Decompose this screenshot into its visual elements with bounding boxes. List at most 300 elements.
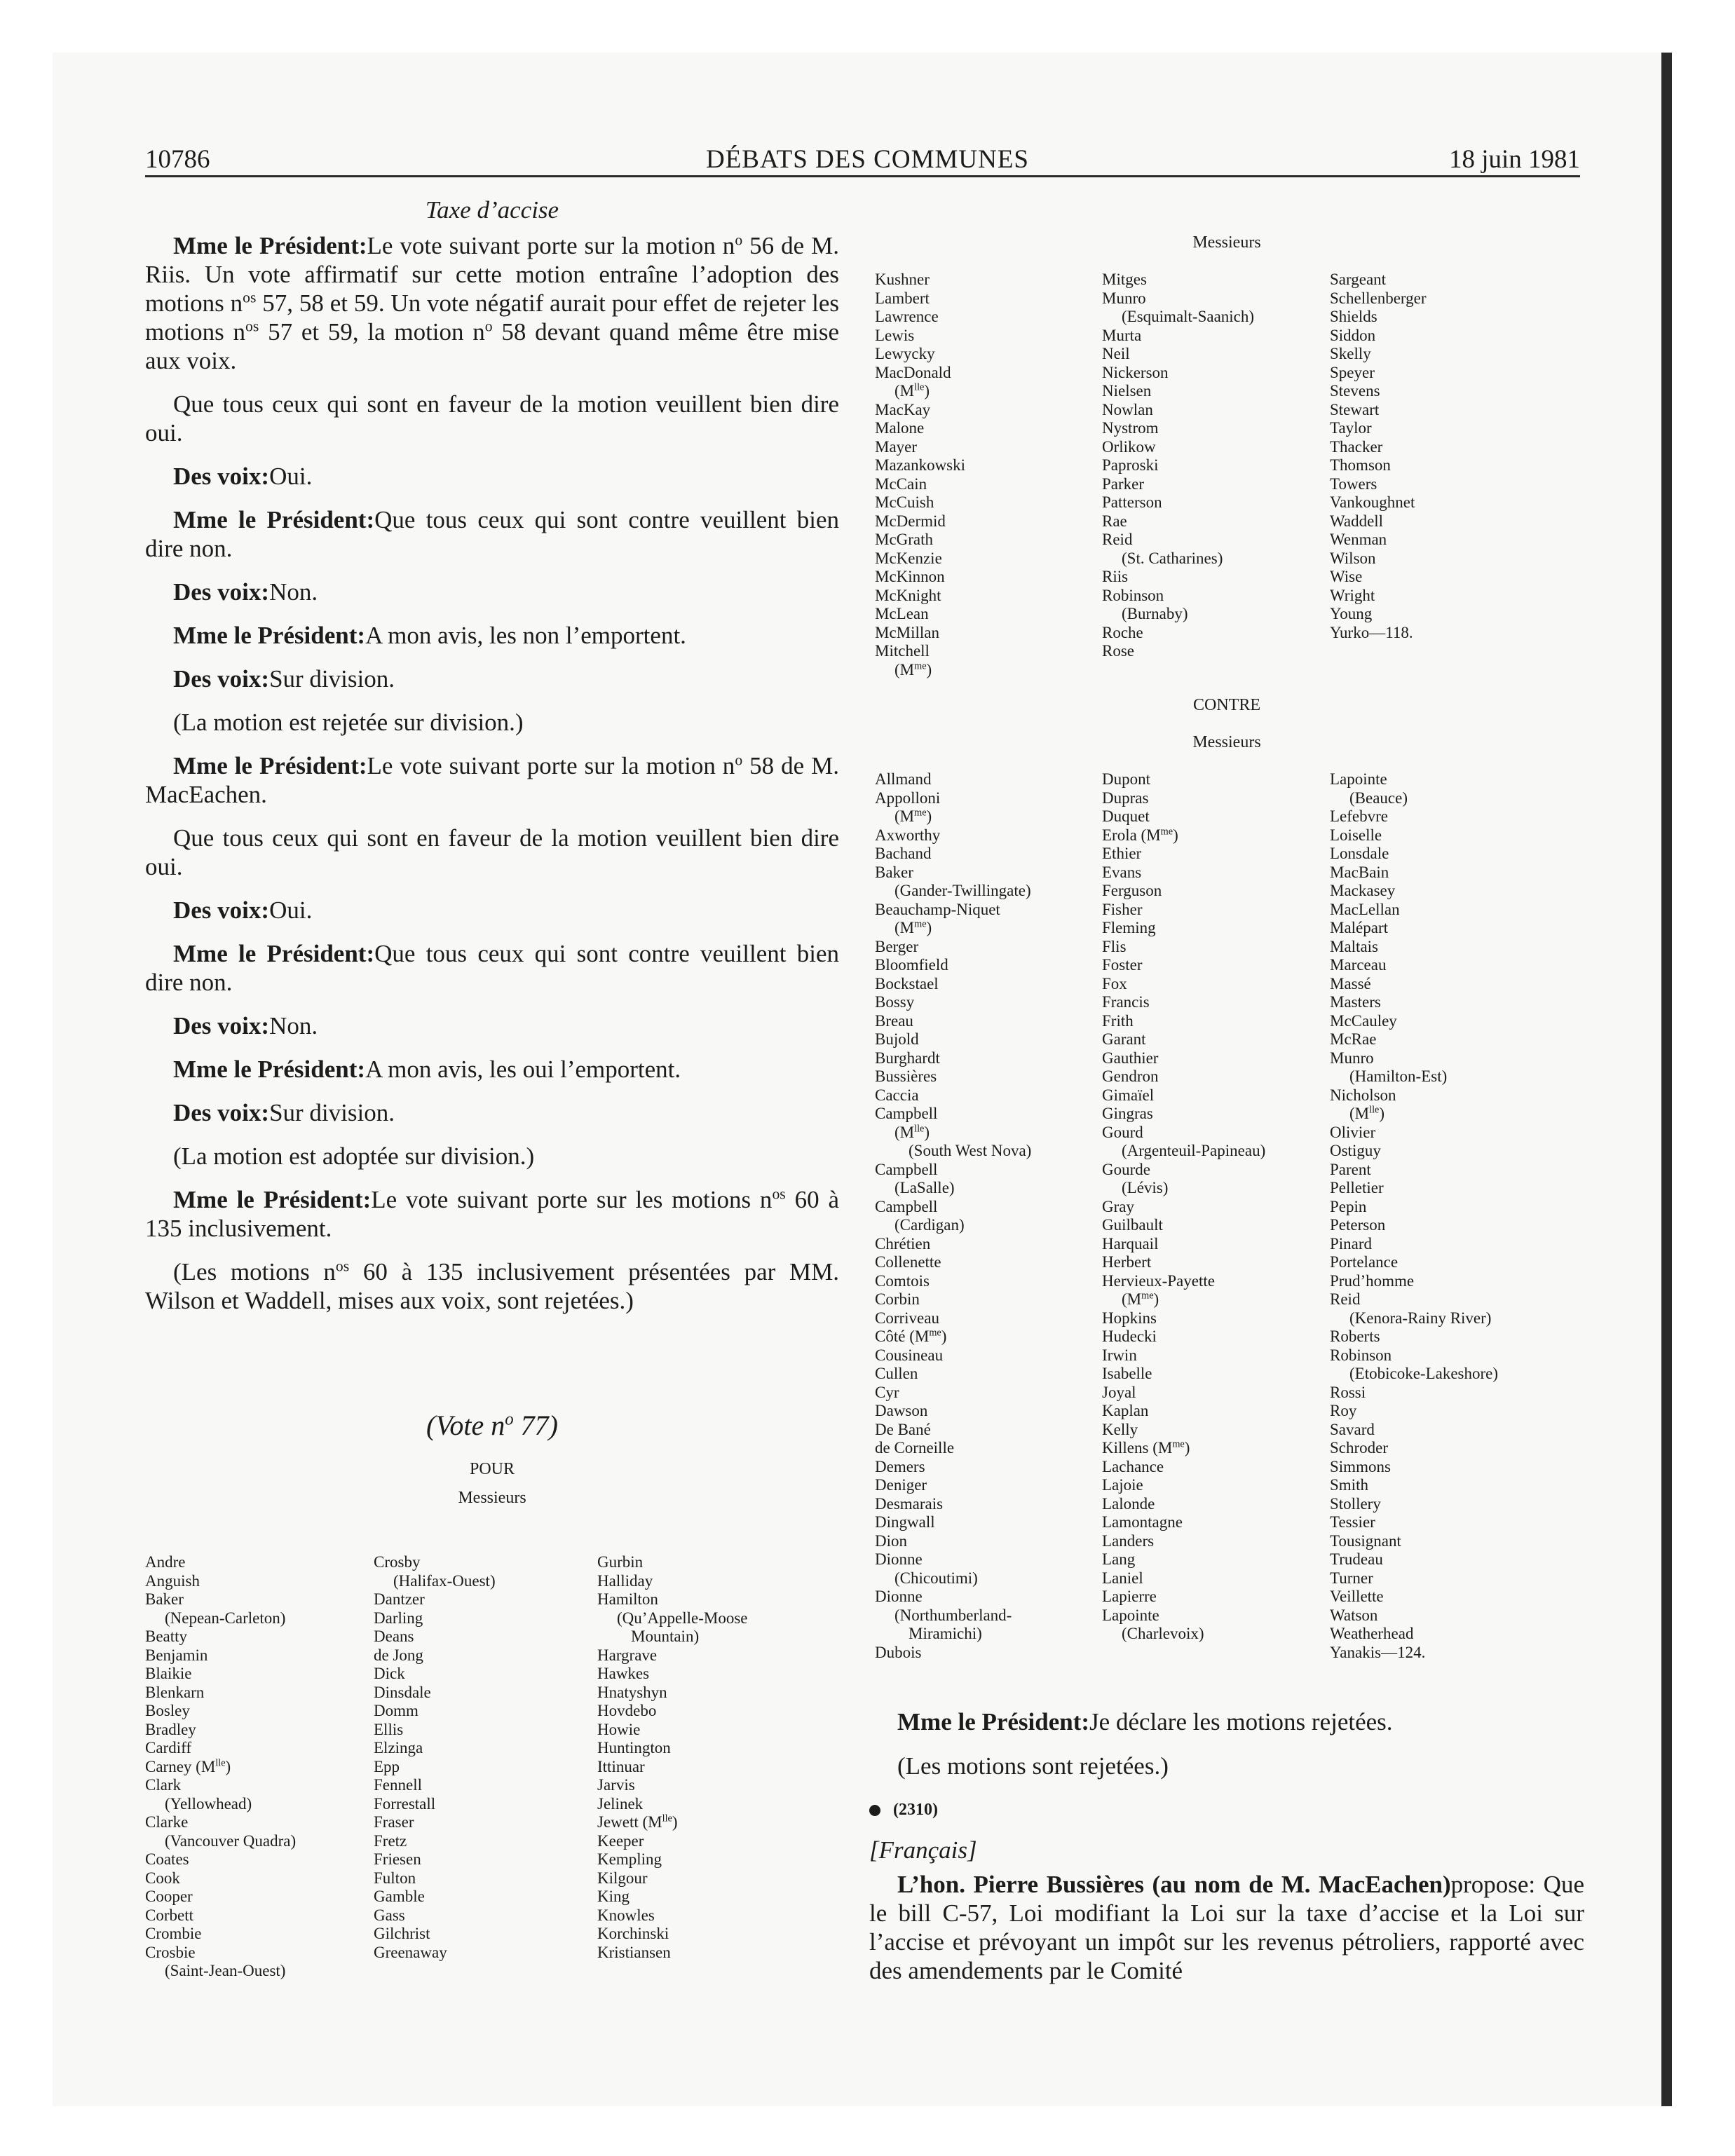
member-name: Kaplan	[1102, 1402, 1149, 1419]
closing-result: (Les motions sont rejetées.)	[897, 1752, 1169, 1780]
paragraph-text: Que tous ceux qui sont contre veuillent bien dire non.	[145, 506, 839, 562]
debate-paragraph	[145, 1185, 839, 1243]
member-name: Miramichi)	[909, 1625, 982, 1642]
member-name: (LaSalle)	[894, 1179, 955, 1196]
member-name: McKnight	[875, 586, 941, 604]
member-name: McMillan	[875, 623, 939, 641]
member-name: Laniel	[1102, 1569, 1143, 1587]
paragraph-text: Sur division.	[269, 1099, 395, 1126]
member-name: Robinson	[1102, 586, 1164, 604]
member-name: Knowles	[597, 1906, 655, 1924]
debate-paragraph	[145, 621, 839, 650]
member-name: Lapointe	[1330, 770, 1387, 788]
member-name: Francis	[1102, 993, 1150, 1011]
contre-list-col-1	[875, 770, 1031, 1662]
member-name: Olivier	[1330, 1123, 1376, 1141]
member-name: Evans	[1102, 863, 1142, 881]
debate-paragraph	[145, 505, 839, 563]
member-name: Fraser	[374, 1813, 414, 1831]
member-name: Wilson	[1330, 549, 1376, 567]
member-name: Tousignant	[1330, 1531, 1401, 1550]
member-name: Joyal	[1102, 1383, 1136, 1401]
member-name: McKinnon	[875, 568, 945, 585]
member-name: Gray	[1102, 1197, 1134, 1215]
proposal-speaker: L’hon. Pierre Bussières (au nom de M. MacEachen)	[897, 1871, 1451, 1898]
member-name: Mitges	[1102, 271, 1147, 288]
member-name: Elzinga	[374, 1739, 423, 1756]
member-name: Dantzer	[374, 1590, 425, 1608]
member-name: Mountain)	[631, 1628, 700, 1645]
member-name: Cyr	[875, 1383, 899, 1401]
speaker-name: Mme le Président:	[173, 232, 367, 259]
member-name: (Charlevoix)	[1122, 1625, 1204, 1642]
member-name: Hawkes	[597, 1665, 650, 1682]
pour-list-col-1	[145, 1553, 296, 1981]
member-name: Baker	[145, 1590, 184, 1608]
member-name: Lewis	[875, 326, 915, 344]
member-name: Bujold	[875, 1030, 919, 1048]
member-name: Waddell	[1330, 512, 1384, 530]
member-name: Darling	[374, 1609, 423, 1627]
member-name: Gimaïel	[1102, 1086, 1155, 1104]
member-name: Simmons	[1330, 1457, 1391, 1475]
paragraph-text: Le vote suivant porte sur la motion $n^o$ 56 de M. Riis. Un vote affirmatif sur cette motion entraîne l’adoption des motions $n^{os}$ 57, 58 et 59. Un vote négatif aurait pour effet de rejeter les motions $n^{os}$ 57 et 59, la motion $n^o$ 58 devant quand même être mise aux voix.	[145, 231, 840, 374]
member-name: (Gander-Twillingate)	[894, 882, 1031, 899]
member-name: Nielsen	[1102, 382, 1152, 400]
member-name: Bussières	[875, 1067, 937, 1085]
member-name: Friesen	[374, 1850, 421, 1868]
member-name: Carney $(M^{lle})$	[145, 1756, 231, 1775]
member-name: Nickerson	[1102, 363, 1169, 381]
member-name: Côté $(M^{me})$	[875, 1327, 947, 1345]
member-name: Anguish	[145, 1571, 200, 1590]
member-name: Skelly	[1330, 345, 1371, 362]
member-name: (Cardigan)	[894, 1216, 965, 1234]
speaker-name: Des voix:	[173, 665, 270, 692]
member-name: Desmarais	[875, 1494, 944, 1513]
member-name: Domm	[374, 1702, 419, 1719]
member-name: Dionne	[875, 1550, 923, 1568]
member-name: Robinson	[1330, 1346, 1392, 1364]
paragraph-text: Non.	[269, 578, 318, 606]
member-name: Corbett	[145, 1906, 193, 1924]
member-name: Allmand	[875, 770, 932, 788]
page-number: 10786	[145, 145, 210, 174]
member-name: McGrath	[875, 531, 934, 548]
member-name: Stewart	[1330, 400, 1380, 418]
member-name: $(M^{lle})$	[1349, 1104, 1385, 1122]
member-name: Reid	[1102, 531, 1133, 548]
member-name: Campbell	[875, 1197, 938, 1215]
speaker-name: Des voix:	[173, 1012, 270, 1039]
member-name: Dick	[374, 1665, 405, 1682]
member-name: Clarke	[145, 1813, 189, 1831]
member-name: Collenette	[875, 1253, 941, 1271]
member-name: McRae	[1330, 1030, 1377, 1048]
pour-list-col-3	[597, 1553, 748, 1962]
member-name: Gass	[374, 1906, 405, 1924]
page-date: 18 juin 1981	[1448, 145, 1580, 174]
member-name: Prud’homme	[1330, 1271, 1415, 1290]
member-name: (Nepean-Carleton)	[165, 1609, 286, 1627]
member-name: Murta	[1102, 326, 1142, 344]
member-name: Kelly	[1102, 1420, 1138, 1438]
member-name: McKenzie	[875, 549, 942, 567]
member-name: Marceau	[1330, 956, 1387, 974]
contre-label: CONTRE	[1193, 696, 1260, 714]
member-name: Dingwall	[875, 1513, 935, 1531]
member-name: Corriveau	[875, 1309, 939, 1327]
member-name: Lang	[1102, 1550, 1136, 1568]
member-name: Burghardt	[875, 1049, 940, 1067]
member-name: Herbert	[1102, 1253, 1152, 1271]
member-name: Dupont	[1102, 770, 1150, 788]
member-name: Howie	[597, 1720, 641, 1738]
member-name: McLean	[875, 605, 929, 622]
member-name: de Corneille	[875, 1439, 955, 1456]
speaker-name: Des voix:	[173, 1099, 270, 1126]
member-name: Axworthy	[875, 826, 941, 844]
member-name: Andre	[145, 1553, 186, 1571]
member-name: Fisher	[1102, 900, 1143, 918]
member-name: Wenman	[1330, 531, 1387, 548]
member-name: Harquail	[1102, 1234, 1159, 1253]
member-name: MacKay	[875, 400, 931, 418]
member-name: Cousineau	[875, 1346, 944, 1364]
member-name: Roche	[1102, 623, 1143, 641]
member-name: Wise	[1330, 568, 1363, 585]
member-name: Smith	[1330, 1476, 1368, 1494]
member-name: Malépart	[1330, 919, 1389, 936]
member-name: Shields	[1330, 308, 1377, 325]
member-name: MacLellan	[1330, 900, 1400, 918]
member-name: Beauchamp-Niquet	[875, 900, 1000, 918]
closing-text: Je déclare les motions rejetées.	[1089, 1708, 1393, 1735]
member-name: Pepin	[1330, 1197, 1367, 1215]
member-name: Breau	[875, 1011, 913, 1030]
member-name: Patterson	[1102, 493, 1162, 511]
member-name: Cullen	[875, 1365, 918, 1382]
pour-list-col-4	[875, 271, 965, 679]
member-name: Campbell	[875, 1160, 938, 1178]
member-name: Portelance	[1330, 1253, 1399, 1271]
member-name: Lamontagne	[1102, 1513, 1183, 1531]
member-name: Watson	[1330, 1606, 1378, 1624]
member-name: Fox	[1102, 974, 1127, 992]
member-name: Cook	[145, 1869, 180, 1887]
member-name: $(M^{me})$	[1122, 1290, 1159, 1308]
debate-paragraph	[145, 1011, 839, 1040]
member-name: Berger	[875, 937, 919, 955]
member-name: Crosby	[374, 1553, 421, 1571]
member-name: Gamble	[374, 1888, 425, 1905]
paragraph-text: Que tous ceux qui sont contre veuillent bien dire non.	[145, 940, 839, 996]
member-name: Hopkins	[1102, 1309, 1157, 1327]
debate-paragraph	[145, 824, 839, 881]
time-stamp: (2310)	[893, 1801, 938, 1819]
member-name: Fennell	[374, 1776, 422, 1794]
member-name: Kristiansen	[597, 1943, 671, 1961]
member-name: (Esquimalt-Saanich)	[1122, 308, 1255, 325]
member-name: Irwin	[1102, 1346, 1137, 1364]
paragraph-text: Oui.	[269, 896, 313, 924]
member-name: Lachance	[1102, 1457, 1164, 1475]
member-name: Siddon	[1330, 326, 1376, 344]
member-name: Lajoie	[1102, 1476, 1143, 1494]
member-name: Foster	[1102, 956, 1143, 974]
member-name: Isabelle	[1102, 1365, 1152, 1382]
paragraph-text: (La motion est rejetée sur division.)	[173, 709, 524, 736]
member-name: Deniger	[875, 1476, 927, 1494]
member-name: Crosbie	[145, 1943, 196, 1961]
member-name: Bloomfield	[875, 956, 948, 974]
member-name: Dupras	[1102, 789, 1149, 807]
member-name: Trudeau	[1330, 1550, 1383, 1568]
member-name: Gendron	[1102, 1067, 1159, 1085]
member-name: Malone	[875, 419, 925, 437]
member-name: Chrétien	[875, 1234, 931, 1253]
member-name: (St. Catharines)	[1122, 549, 1223, 567]
member-name: Duquet	[1102, 807, 1150, 825]
member-name: Hervieux-Payette	[1102, 1271, 1215, 1290]
member-name: Ethier	[1102, 845, 1142, 862]
debate-paragraph	[145, 751, 839, 809]
member-name: Greenaway	[374, 1943, 447, 1961]
member-name: Hovdebo	[597, 1702, 657, 1719]
member-name: Munro	[1330, 1049, 1374, 1067]
member-name: Gourd	[1102, 1123, 1143, 1141]
member-name: (Saint-Jean-Ouest)	[165, 1962, 286, 1979]
member-name: Epp	[374, 1757, 400, 1775]
page-header-title: DÉBATS DES COMMUNES	[705, 145, 1029, 174]
member-name: Caccia	[875, 1086, 919, 1104]
member-name: Ittinuar	[597, 1757, 645, 1775]
debate-paragraph	[145, 708, 839, 737]
member-name: Gilchrist	[374, 1925, 430, 1942]
section-title: Taxe d’accise	[425, 196, 559, 224]
member-name: Kempling	[597, 1850, 662, 1868]
member-name: Yanakis—124.	[1330, 1643, 1426, 1661]
member-name: Fretz	[374, 1831, 407, 1850]
member-name: Nystrom	[1102, 419, 1159, 437]
member-name: Ostiguy	[1330, 1142, 1381, 1159]
member-name: Dionne	[875, 1588, 923, 1605]
member-name: Peterson	[1330, 1216, 1386, 1234]
member-name: (Yellowhead)	[165, 1794, 252, 1813]
member-name: Parent	[1330, 1160, 1371, 1178]
member-name: Mazankowski	[875, 456, 966, 474]
closing-block	[869, 1707, 1584, 1985]
member-name: Kushner	[875, 271, 930, 288]
member-name: Schroder	[1330, 1439, 1389, 1456]
bill-proposal	[869, 1870, 1584, 1985]
closing-statement	[869, 1707, 1584, 1736]
paragraph-text: Que tous ceux qui sont en faveur de la motion veuillent bien dire oui.	[145, 390, 839, 446]
member-name: Jarvis	[597, 1776, 635, 1794]
member-name: Veillette	[1330, 1588, 1384, 1605]
pour-label: POUR	[469, 1460, 515, 1478]
paragraph-text: Le vote suivant porte sur la motion $n^o$ 58 de M. MacEachen.	[145, 751, 840, 808]
member-name: Demers	[875, 1457, 925, 1475]
member-name: Lapierre	[1102, 1588, 1157, 1605]
contre-messieurs-label: Messieurs	[1192, 733, 1261, 751]
member-name: Thacker	[1330, 437, 1383, 456]
member-name: Lefebvre	[1330, 807, 1388, 825]
member-name: MacBain	[1330, 863, 1389, 881]
member-name: Forrestall	[374, 1794, 436, 1813]
member-name: (Kenora-Rainy River)	[1349, 1309, 1492, 1327]
member-name: $(M^{me})$	[894, 918, 932, 936]
bullet-dot-icon	[869, 1805, 880, 1816]
paragraph-text: A mon avis, les oui l’emportent.	[365, 1056, 681, 1083]
member-name: MacDonald	[875, 363, 951, 381]
speaker-name: Mme le Président:	[173, 1186, 372, 1213]
member-name: (Chicoutimi)	[894, 1569, 978, 1587]
member-name: (Lévis)	[1122, 1179, 1169, 1196]
member-name: $(M^{lle})$	[894, 1122, 930, 1141]
paragraph-text: (La motion est adoptée sur division.)	[173, 1142, 535, 1170]
member-name: Hudecki	[1102, 1328, 1157, 1345]
debate-paragraph	[145, 1098, 839, 1127]
speaker-name: Mme le Président:	[173, 940, 375, 967]
member-name: (Northumberland-	[894, 1606, 1012, 1624]
member-name: Bossy	[875, 993, 915, 1011]
debate-paragraph	[145, 1257, 839, 1315]
member-name: Ellis	[374, 1720, 404, 1738]
member-name: $(M^{me})$	[894, 660, 932, 678]
member-name: Crombie	[145, 1925, 202, 1942]
member-name: Korchinski	[597, 1925, 669, 1942]
member-name: Fulton	[374, 1869, 416, 1887]
speaker-name: Mme le Président:	[173, 506, 375, 533]
member-name: Young	[1330, 605, 1373, 622]
member-name: Wright	[1330, 586, 1375, 604]
contre-list-col-3	[1330, 770, 1498, 1662]
member-name: Riis	[1102, 568, 1129, 585]
debate-paragraph	[145, 1055, 839, 1084]
pour-messieurs-label: Messieurs	[458, 1489, 526, 1507]
debate-paragraph	[145, 462, 839, 491]
member-name: Paproski	[1102, 456, 1159, 474]
member-name: Lapointe	[1102, 1606, 1159, 1624]
debate-paragraph	[145, 231, 839, 375]
speaker-name: Des voix:	[173, 578, 270, 606]
member-name: Bachand	[875, 845, 932, 862]
member-name: Lambert	[875, 289, 930, 307]
member-name: McCauley	[1330, 1011, 1397, 1030]
member-name: Masters	[1330, 993, 1381, 1011]
speaker-name: Mme le Président:	[173, 752, 367, 779]
pour-list-col-2	[374, 1553, 496, 1962]
member-name: Towers	[1330, 475, 1377, 493]
member-name: Benjamin	[145, 1646, 208, 1664]
member-name: Erola $(M^{me})$	[1102, 825, 1178, 844]
member-name: Stollery	[1330, 1494, 1381, 1513]
member-name: Turner	[1330, 1569, 1373, 1587]
speaker-name: Mme le Président:	[173, 622, 366, 649]
member-name: (South West Nova)	[909, 1142, 1032, 1159]
debate-paragraph	[145, 578, 839, 606]
header-rule	[145, 175, 1580, 177]
member-name: Deans	[374, 1628, 414, 1645]
language-tag: [Français]	[869, 1836, 977, 1864]
member-name: King	[597, 1888, 630, 1905]
member-name: de Jong	[374, 1646, 423, 1664]
member-name: Beatty	[145, 1628, 188, 1645]
debate-paragraph	[145, 896, 839, 925]
paragraph-text: Non.	[269, 1012, 318, 1039]
member-name: Sargeant	[1330, 271, 1387, 288]
member-name: Garant	[1102, 1030, 1146, 1048]
member-name: Lonsdale	[1330, 845, 1389, 862]
member-name: Stevens	[1330, 382, 1380, 400]
member-name: Orlikow	[1102, 437, 1156, 456]
member-name: Jelinek	[597, 1794, 644, 1813]
vote-title: (Vote $n^o$ 77)	[426, 1410, 558, 1441]
paragraph-text: A mon avis, les non l’emportent.	[365, 622, 686, 649]
member-name: Mackasey	[1330, 882, 1396, 899]
member-name: Dubois	[875, 1643, 922, 1661]
member-name: (Hamilton-Est)	[1349, 1067, 1448, 1085]
member-name: Massé	[1330, 974, 1371, 992]
member-name: Blaikie	[145, 1665, 192, 1682]
proposal-text: propose: Que le bill C-57, Loi modifiant la Loi sur la taxe d’accise et la Loi sur l’accise et prévoyant un impôt sur les revenus pétroliers, rapporté avec des amendements par le Comité	[869, 1871, 1584, 1984]
member-name: Bosley	[145, 1702, 190, 1719]
member-name: Lalonde	[1102, 1494, 1155, 1513]
member-name: (Beauce)	[1349, 789, 1408, 807]
member-name: Weatherhead	[1330, 1625, 1414, 1642]
member-name: Reid	[1330, 1290, 1361, 1308]
member-name: Halliday	[597, 1571, 653, 1590]
member-name: Gourde	[1102, 1160, 1150, 1178]
member-name: (Etobicoke-Lakeshore)	[1349, 1365, 1499, 1382]
member-name: Schellenberger	[1330, 289, 1427, 307]
member-name: Hamilton	[597, 1590, 658, 1608]
pour-list-col-6	[1330, 271, 1427, 642]
time-marker	[869, 1796, 1584, 1824]
member-name: Flis	[1102, 937, 1127, 955]
member-name: Keeper	[597, 1831, 644, 1850]
debate-paragraph	[145, 939, 839, 997]
member-name: (Vancouver Quadra)	[165, 1831, 297, 1850]
paragraph-text: (Les motions $n^{os}$ 60 à 135 inclusivement présentées par MM. Wilson et Waddell, mises aux voix, sont rejetées.)	[145, 1257, 839, 1314]
closing-speaker: Mme le Président:	[897, 1708, 1090, 1735]
member-name: Appolloni	[875, 789, 941, 807]
member-name: Baker	[875, 863, 913, 881]
member-name: Gurbin	[597, 1553, 644, 1571]
member-name: Bockstael	[875, 974, 939, 992]
member-name: (Burnaby)	[1122, 605, 1188, 622]
member-name: Yurko—118.	[1330, 623, 1413, 641]
member-name: Hargrave	[597, 1646, 658, 1664]
member-name: Guilbault	[1102, 1216, 1163, 1234]
member-name: Tessier	[1330, 1513, 1375, 1531]
member-name: Cardiff	[145, 1739, 192, 1756]
pour-messieurs-label-continued: Messieurs	[1192, 233, 1261, 252]
member-name: Landers	[1102, 1531, 1155, 1550]
speaker-name: Mme le Président:	[173, 1056, 366, 1083]
member-name: Pelletier	[1330, 1179, 1384, 1196]
member-name: Nicholson	[1330, 1086, 1396, 1104]
member-name: Cooper	[145, 1888, 193, 1905]
debate-paragraph	[145, 390, 839, 447]
member-name: Blenkarn	[145, 1683, 205, 1701]
member-name: Ferguson	[1102, 882, 1162, 899]
member-name: Gauthier	[1102, 1049, 1159, 1067]
member-name: Campbell	[875, 1105, 938, 1122]
member-name: Taylor	[1330, 419, 1372, 437]
member-name: Fleming	[1102, 919, 1156, 936]
